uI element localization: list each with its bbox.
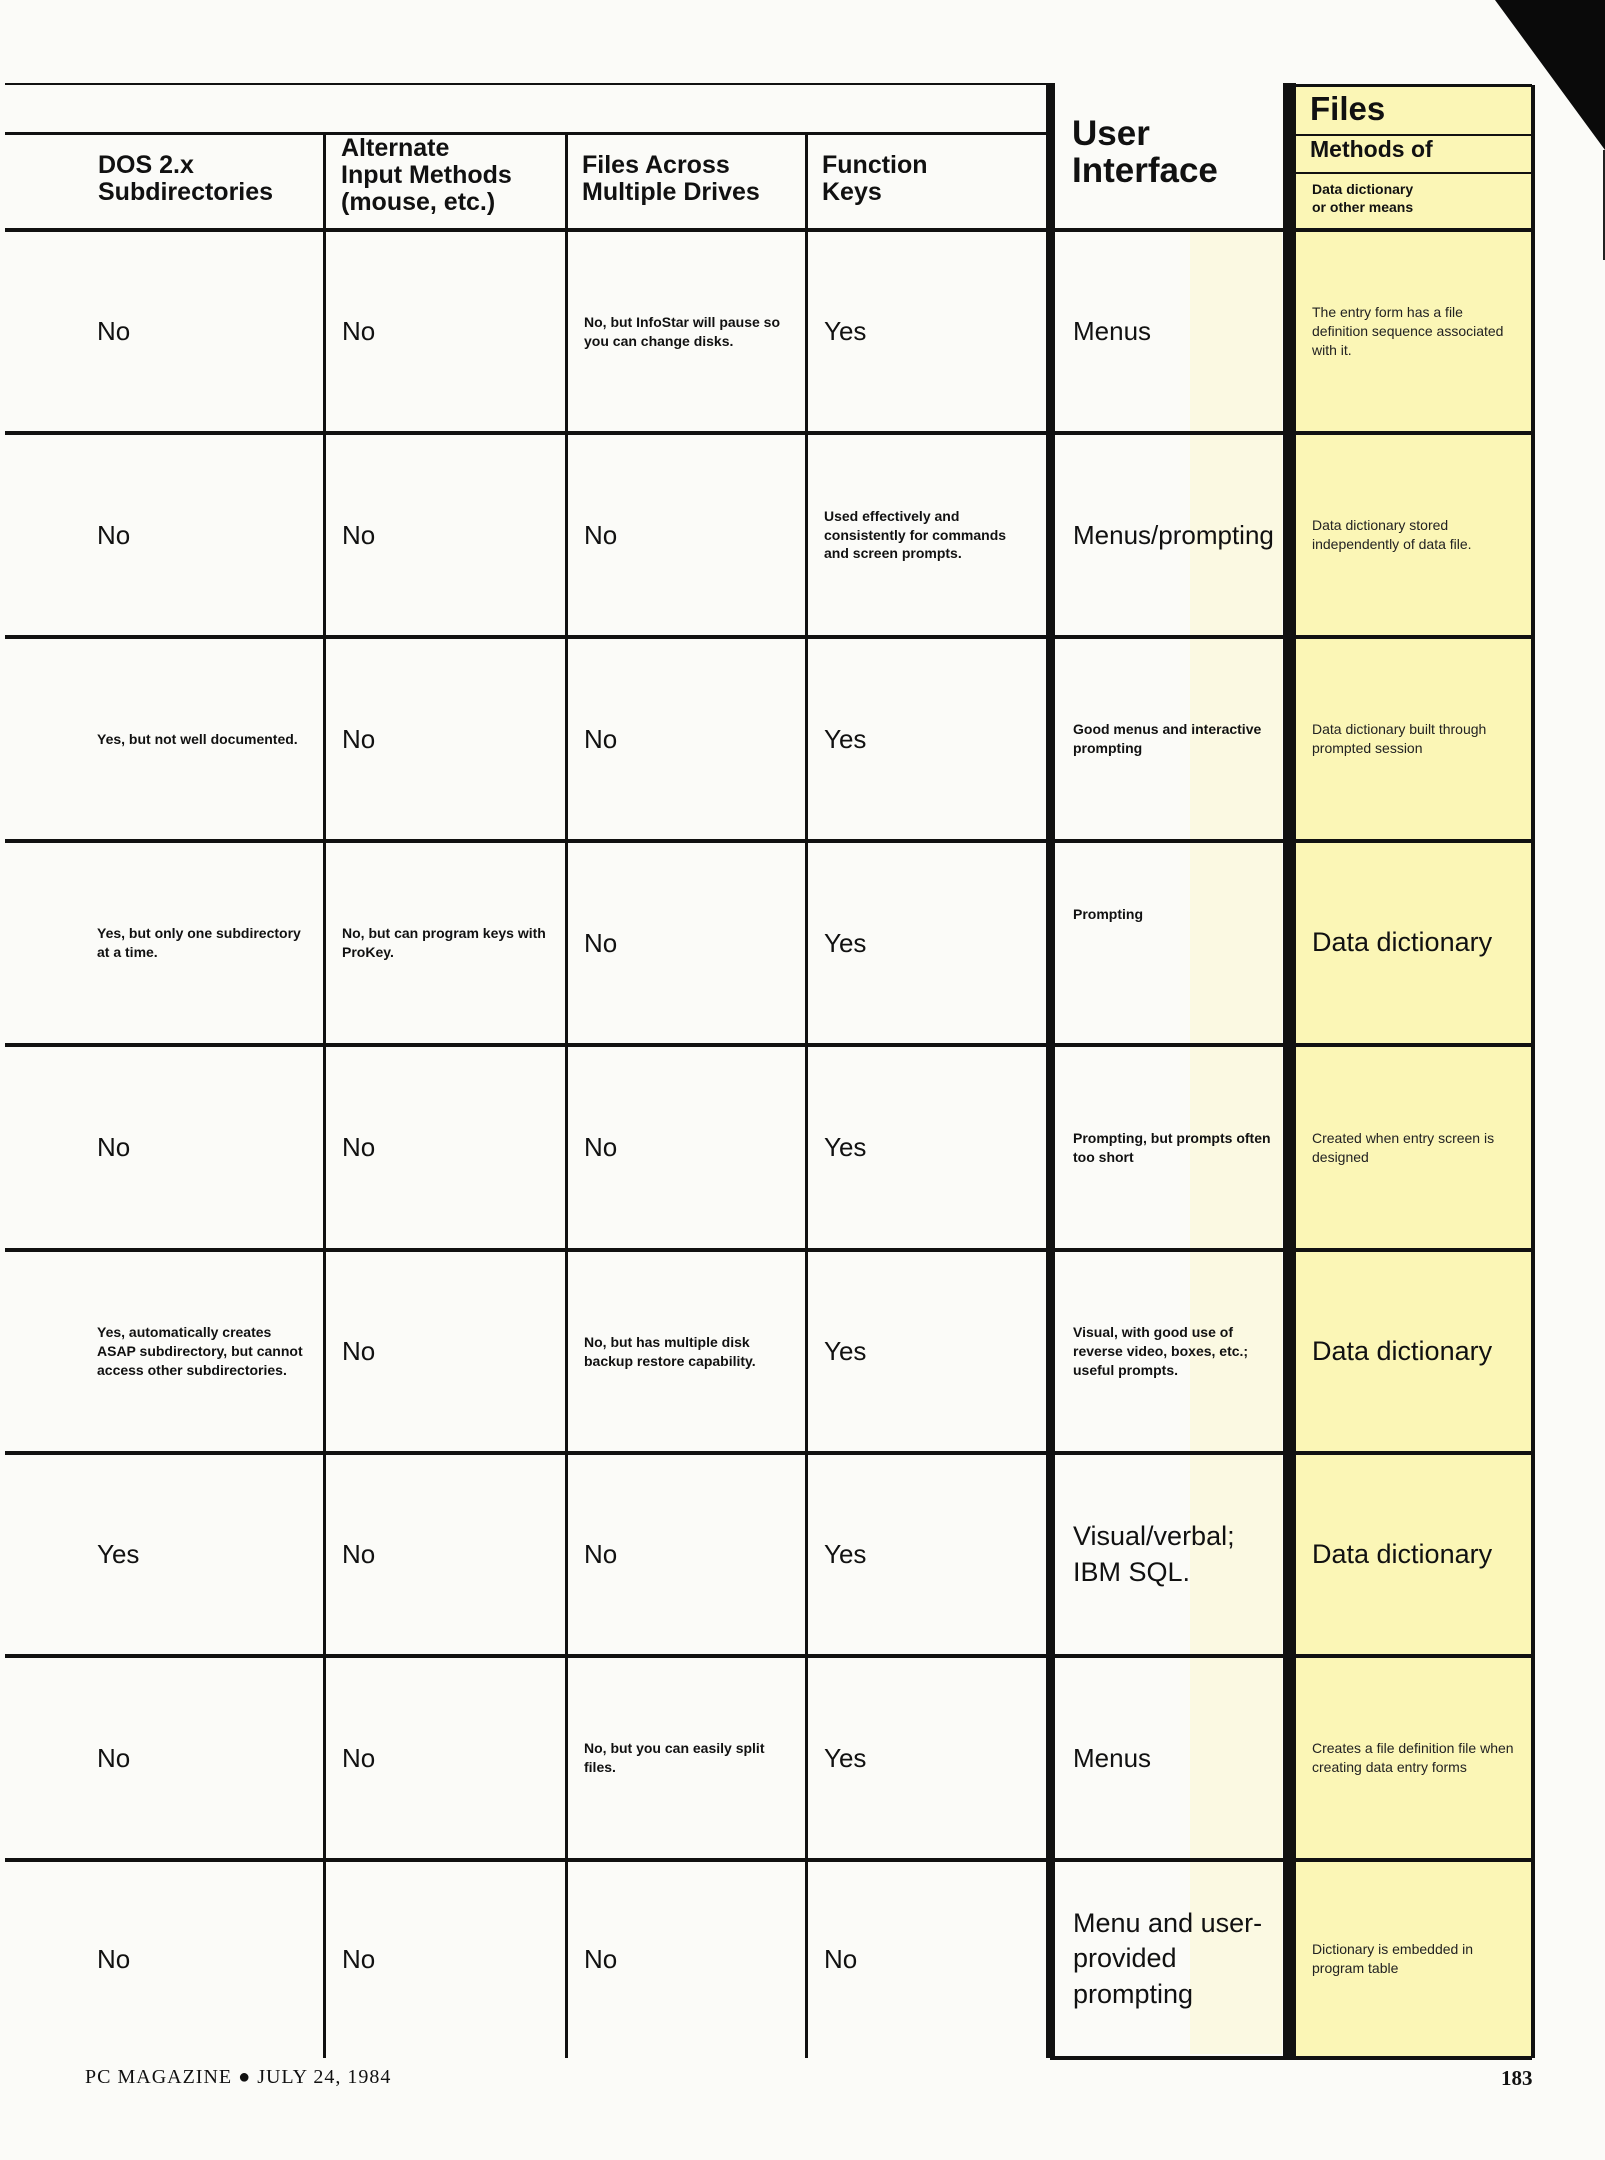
table-cell-dos	[5, 1862, 323, 2056]
cell-text: Data dictionary	[1312, 927, 1493, 958]
cell-text: No	[342, 316, 376, 346]
cell-text: No, but can program keys with ProKey.	[342, 925, 546, 960]
column-header-line: (mouse, etc.)	[341, 188, 496, 216]
table-cell-fkeys	[808, 232, 1046, 431]
cell-text: Yes	[824, 1132, 867, 1162]
table-cell-ui	[1055, 1862, 1283, 2056]
cell-text: Dictionary is embedded in program table	[1312, 1941, 1474, 1976]
column-header-methods: Methods of	[1310, 136, 1433, 162]
header-top-rule	[5, 83, 1050, 85]
ui-left-heavy-rule	[1046, 83, 1055, 2058]
cell-text: Yes	[824, 723, 867, 754]
table-cell-fkeys	[808, 1252, 1046, 1451]
table-cell-fkeys	[808, 639, 1046, 839]
column-header-line: or other means	[1312, 199, 1414, 216]
table-cell-methods	[1296, 639, 1531, 839]
cell-text: Prompting	[1073, 906, 1143, 922]
cell-text: Yes	[824, 316, 867, 346]
cell-text: Visual/verbal; IBM SQL.	[1073, 1521, 1235, 1587]
column-header-methods-sub	[1312, 180, 1413, 216]
table-right-rule	[1531, 85, 1535, 2058]
table-cell-fkeys	[808, 843, 1046, 1043]
table-cell-files	[568, 639, 805, 839]
table-cell-dos	[5, 1455, 323, 1654]
table-cell-methods	[1296, 1455, 1531, 1654]
cell-text: Yes	[824, 1539, 867, 1569]
cell-text: No	[824, 1943, 858, 1974]
cell-text: No	[584, 1943, 618, 1974]
footer-magazine: PC MAGAZINE ● JULY 24, 1984	[85, 2066, 392, 2088]
methods-left-heavy-rule	[1283, 83, 1296, 2058]
column-header-line: Files Across	[582, 151, 730, 179]
table-cell-ui	[1055, 843, 1283, 1043]
table-cell-files	[568, 843, 805, 1043]
table-cell-alt	[326, 639, 565, 839]
cell-text: Yes, but only one subdirectory at a time.	[97, 925, 301, 960]
table-cell-files	[568, 1455, 805, 1654]
table-cell-alt	[326, 843, 565, 1043]
table-cell-files	[568, 1252, 805, 1451]
table-cell-fkeys	[808, 1455, 1046, 1654]
table-cell-methods	[1296, 1252, 1531, 1451]
table-cell-alt	[326, 1658, 565, 1858]
cell-text: No, but you can easily split files.	[584, 1740, 765, 1775]
cell-text: Data dictionary	[1312, 1335, 1493, 1366]
cell-text: Yes, but not well documented.	[97, 730, 298, 747]
column-header-line: Alternate	[341, 134, 450, 162]
cell-text: No	[584, 1539, 618, 1569]
column-group-files: Files	[1310, 90, 1386, 127]
cell-text: The entry form has a file definition sequence associated with it.	[1312, 304, 1504, 358]
table-cell-dos	[5, 435, 323, 635]
table-cell-dos	[5, 1047, 323, 1248]
cell-text: No	[584, 723, 618, 754]
cell-text: Menus	[1073, 1742, 1152, 1773]
cell-text: Creates a file definition file when creating data entry forms	[1312, 1740, 1514, 1775]
table-cell-alt	[326, 435, 565, 635]
cell-text: No	[342, 1336, 376, 1366]
cell-text: No	[584, 927, 618, 958]
table-cell-files	[568, 1658, 805, 1858]
cell-text: Prompting, but prompts often too short	[1073, 1129, 1271, 1165]
table-cell-files	[568, 1047, 805, 1248]
column-header-alt	[341, 135, 512, 216]
cell-text: Menus	[1073, 316, 1152, 346]
cell-text: Yes	[824, 927, 867, 958]
cell-text: No	[342, 1742, 376, 1773]
cell-text: No	[97, 316, 131, 346]
table-cell-methods	[1296, 843, 1531, 1043]
column-header-line: Input Methods	[341, 161, 512, 189]
column-header-dos	[98, 152, 273, 206]
cell-text: No	[342, 1943, 376, 1974]
table-cell-ui	[1055, 639, 1283, 839]
table-cell-ui	[1055, 1658, 1283, 1858]
table-cell-alt	[326, 232, 565, 431]
cell-text: Menus/prompting	[1073, 519, 1274, 550]
cell-text: No	[342, 723, 376, 754]
table-cell-alt	[326, 1455, 565, 1654]
table-cell-dos	[5, 1658, 323, 1858]
cell-text: Data dictionary	[1312, 1538, 1493, 1569]
table-cell-ui	[1055, 1047, 1283, 1248]
table-cell-ui	[1055, 1252, 1283, 1451]
table-cell-ui	[1055, 435, 1283, 635]
table-cell-dos	[5, 843, 323, 1043]
table-cell-methods	[1296, 232, 1531, 431]
cell-text: Data dictionary built through prompted session	[1312, 721, 1487, 756]
cell-text: No, but has multiple disk backup restore capability.	[584, 1333, 756, 1369]
table-cell-dos	[5, 639, 323, 839]
table-cell-methods	[1296, 1658, 1531, 1858]
cell-text: No	[97, 1943, 131, 1974]
table-cell-dos	[5, 1252, 323, 1451]
cell-text: Yes, automatically creates ASAP subdirectory, but cannot access other subdirectories.	[97, 1324, 303, 1378]
column-header-line: Interface	[1072, 150, 1218, 190]
cell-text: No	[342, 1132, 376, 1162]
cell-text: No	[97, 519, 131, 550]
column-header-line: DOS 2.x	[98, 151, 194, 179]
cell-text: Good menus and interactive prompting	[1073, 721, 1262, 756]
cell-text: No	[342, 519, 376, 550]
cell-text: Yes	[97, 1539, 140, 1569]
cell-text: Used effectively and consistently for commands and screen prompts.	[824, 507, 1007, 562]
cell-text: Visual, with good use of reverse video, boxes, etc.; useful prompts.	[1073, 1324, 1249, 1378]
cell-text: No	[584, 519, 618, 550]
header-rule	[5, 132, 1050, 135]
cell-text: Yes	[824, 1742, 867, 1773]
column-header-files	[582, 152, 760, 206]
methods-top-rule	[1292, 84, 1532, 87]
table-cell-alt	[326, 1862, 565, 2056]
column-header-line: User	[1072, 114, 1150, 153]
table-cell-alt	[326, 1252, 565, 1451]
column-header-line: Keys	[822, 178, 882, 206]
column-header-line: Multiple Drives	[582, 178, 760, 206]
column-header-line: Function	[822, 151, 928, 179]
table-cell-fkeys	[808, 435, 1046, 635]
table-cell-ui	[1055, 1455, 1283, 1654]
table-cell-dos	[5, 232, 323, 431]
table-cell-files	[568, 1862, 805, 2056]
table-cell-fkeys	[808, 1658, 1046, 1858]
table-cell-fkeys	[808, 1047, 1046, 1248]
column-header-fkeys	[822, 152, 928, 206]
table-cell-methods	[1296, 435, 1531, 635]
cell-text: No, but InfoStar will pause so you can change disks.	[584, 313, 781, 349]
cell-text: No	[97, 1132, 131, 1162]
column-header-line: Subdirectories	[98, 178, 274, 206]
column-header-line: Data dictionary	[1312, 181, 1414, 197]
column-header-ui	[1072, 116, 1218, 190]
cell-text: No	[584, 1132, 618, 1162]
cell-text: No	[342, 1539, 376, 1569]
cell-text: Menu and user-provided prompting	[1073, 1908, 1263, 2009]
table-cell-fkeys	[808, 1862, 1046, 2056]
table-cell-files	[568, 435, 805, 635]
table-cell-methods	[1296, 1862, 1531, 2056]
cell-text: Data dictionary stored independently of data file.	[1312, 517, 1472, 552]
table-cell-methods	[1296, 1047, 1531, 1248]
cell-text: Yes	[824, 1336, 867, 1366]
footer-page-number: 183	[1501, 2066, 1533, 2090]
table-cell-ui	[1055, 232, 1283, 431]
cell-text: Created when entry screen is designed	[1312, 1129, 1495, 1165]
cell-text: No	[97, 1742, 131, 1773]
table-cell-files	[568, 232, 805, 431]
table-cell-alt	[326, 1047, 565, 1248]
methods-sub-rule	[1296, 172, 1532, 174]
